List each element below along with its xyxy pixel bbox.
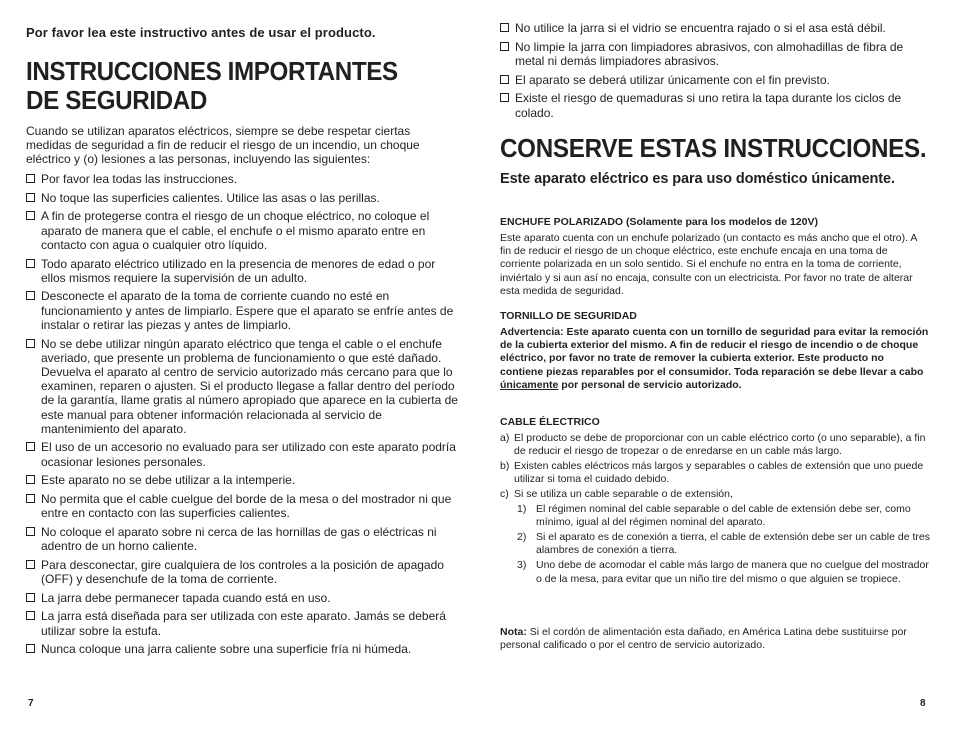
list-item: No se debe utilizar ningún aparato eléctrico que tenga el cable o el enchufe averiado, que presente un problema de funcionamiento o que esté dañado. Devuelva el aparato al centro de servicio autorizado más cercano para que lo examinen, reparen o ajusten. Si el producto llegase a fallar dentro del período de la garantía, llame gratis al número apropiado que aparece en la cubierta de este manual para obtener información relacionada al servicio de mantenimiento del aparato.	[26, 337, 458, 436]
list-item: Todo aparato eléctrico utilizado en la presencia de menores de edad o por ellos mismos requiere la supervisión de un adulto.	[26, 257, 458, 285]
checkbox-icon	[26, 527, 35, 536]
intro-note: Por favor lea este instructivo antes de usar el producto.	[26, 25, 376, 40]
checkbox-icon	[26, 259, 35, 268]
security-screw-section	[500, 310, 930, 392]
list-item: A fin de protegerse contra el riesgo de un choque eléctrico, no coloque el aparato de manera que el cable, el enchufe o el mismo aparato entre en contacto con agua o cualquier otro líquido.	[26, 209, 458, 252]
page-number-right: 8	[920, 698, 926, 709]
checkbox-icon	[26, 174, 35, 183]
checkbox-icon	[26, 193, 35, 202]
checkbox-icon	[500, 93, 509, 102]
checkbox-icon	[26, 644, 35, 653]
conserve-heading: CONSERVE ESTAS INSTRUCCIONES.	[500, 133, 927, 163]
safety-list-continued	[500, 21, 930, 124]
checkbox-icon	[26, 475, 35, 484]
checkbox-icon	[26, 211, 35, 220]
list-item: Desconecte el aparato de la toma de corriente cuando no esté en funcionamiento y antes de limpiarlo. Espere que el aparato se enfríe antes de instalar o retirar las piezas y antes de limpiarlo.	[26, 289, 458, 332]
checkbox-icon	[26, 611, 35, 620]
polarized-plug-section	[500, 216, 930, 298]
checkbox-icon	[500, 75, 509, 84]
list-item: c) Si se utiliza un cable separable o de extensión,	[500, 487, 733, 500]
list-item: El uso de un accesorio no evaluado para ser utilizado con este aparato podría ocasionar lesiones personales.	[26, 440, 458, 468]
page-title-line-2: DE SEGURIDAD	[26, 85, 207, 115]
checkbox-icon	[26, 593, 35, 602]
list-item: Este aparato no se debe utilizar a la intemperie.	[26, 473, 458, 487]
power-cord-section	[500, 416, 930, 588]
section-title: TORNILLO DE SEGURIDAD	[500, 310, 637, 322]
household-note: Este aparato eléctrico es para uso doméstico únicamente.	[500, 171, 895, 187]
checkbox-icon	[26, 494, 35, 503]
underlined-word: únicamente	[500, 378, 559, 391]
list-item: a) El producto se debe de proporcionar con un cable eléctrico corto (o uno separable), a fin de reducir el riesgo de tropezar o de enredarse en un cable más largo.	[500, 432, 926, 458]
sub-list-item: 1) El régimen nominal del cable separable o del cable de extensión debe ser, como mínimo, igual al del régimen nominal del aparato.	[517, 502, 911, 528]
list-item: b) Existen cables eléctricos más largos y separables o cables de extensión que uno puede utilizar si toma el cuidado debido.	[500, 459, 924, 486]
sub-list-item: 3) Uno debe de acomodar el cable más largo de manera que no cuelgue del mostrador o de la mesa, para evitar que un niño tire del mismo o que alguien se tropiece.	[517, 559, 929, 585]
page-title	[26, 57, 398, 115]
list-item: La jarra está diseñada para ser utilizada con este aparato. Jamás se deberá utilizar sobre la estufa.	[26, 609, 458, 637]
safety-list	[26, 172, 458, 661]
section-title: ENCHUFE POLARIZADO (Solamente para los modelos de 120V)	[500, 216, 818, 228]
checkbox-icon	[26, 442, 35, 451]
checkbox-icon	[500, 42, 509, 51]
list-item: No toque las superficies calientes. Utilice las asas o las perillas.	[26, 191, 458, 205]
checkbox-icon	[26, 339, 35, 348]
lead-paragraph: Cuando se utilizan aparatos eléctricos, siempre se debe respetar ciertas medidas de seguridad a fin de reducir el riesgo de un incendio, un choque eléctrico y (o) lesiones a las personas, incluyendo las siguientes:	[26, 124, 420, 167]
list-item: Existe el riesgo de quemaduras si uno retira la tapa durante los ciclos de colado.	[500, 91, 930, 119]
list-item: No permita que el cable cuelgue del borde de la mesa o del mostrador ni que entre en contacto con las superficies calientes.	[26, 492, 458, 520]
section-title: CABLE ÉLECTRICO	[500, 416, 600, 428]
checkbox-icon	[500, 23, 509, 32]
page-number-left: 7	[28, 698, 34, 709]
page-title-line-1: INSTRUCCIONES IMPORTANTES	[26, 56, 398, 86]
list-item: No limpie la jarra con limpiadores abrasivos, con almohadillas de fibra de metal ni demás limpiadores abrasivos.	[500, 40, 930, 68]
list-item: El aparato se deberá utilizar únicamente con el fin previsto.	[500, 73, 930, 87]
list-item: Nunca coloque una jarra caliente sobre una superficie fría ni húmeda.	[26, 642, 458, 656]
checkbox-icon	[26, 291, 35, 300]
list-item: La jarra debe permanecer tapada cuando está en uso.	[26, 591, 458, 605]
section-body: Este aparato cuenta con un enchufe polarizado (un contacto es más ancho que el otro). A fin de reducir el riesgo de un choque eléctrico, este enchufe encaja en una toma de corriente polarizada en un solo sentido. Si el enchufe no entra en la toma de corriente, inviértalo y si aun así no encaja, consulte con un electricista. Por favor no trate de alterar esta medida de seguridad.	[500, 232, 917, 297]
list-item: Por favor lea todas las instrucciones.	[26, 172, 458, 186]
list-item: No utilice la jarra si el vidrio se encuentra rajado o si el asa está débil.	[500, 21, 930, 35]
list-item: No coloque el aparato sobre ni cerca de las hornillas de gas o eléctricas ni adentro de un horno caliente.	[26, 525, 458, 553]
sub-list-item: 2) Si el aparato es de conexión a tierra, el cable de extensión debe ser un cable de tres alambres de conexión a tierra.	[517, 530, 931, 557]
list-item: Para desconectar, gire cualquiera de los controles a la posición de apagado (OFF) y desenchufe de la toma de corriente.	[26, 558, 458, 586]
checkbox-icon	[26, 560, 35, 569]
note-label: Nota:	[500, 626, 527, 638]
note-paragraph: Nota: Si el cordón de alimentación esta dañado, en América Latina debe sustituirse por personal calificado o por el centro de servicio autorizado.	[500, 626, 907, 652]
section-body: Advertencia: Este aparato cuenta con un tornillo de seguridad para evitar la remoción de la cubierta exterior del mismo. A fin de reducir el riesgo de incendio o de choque eléctrico, por favor no trate de remover la cubierta exterior. Este producto no contiene piezas reparables por el consumidor. Toda reparación se debe llevar a cabo únicamente por personal de servicio autorizado.	[500, 326, 929, 391]
